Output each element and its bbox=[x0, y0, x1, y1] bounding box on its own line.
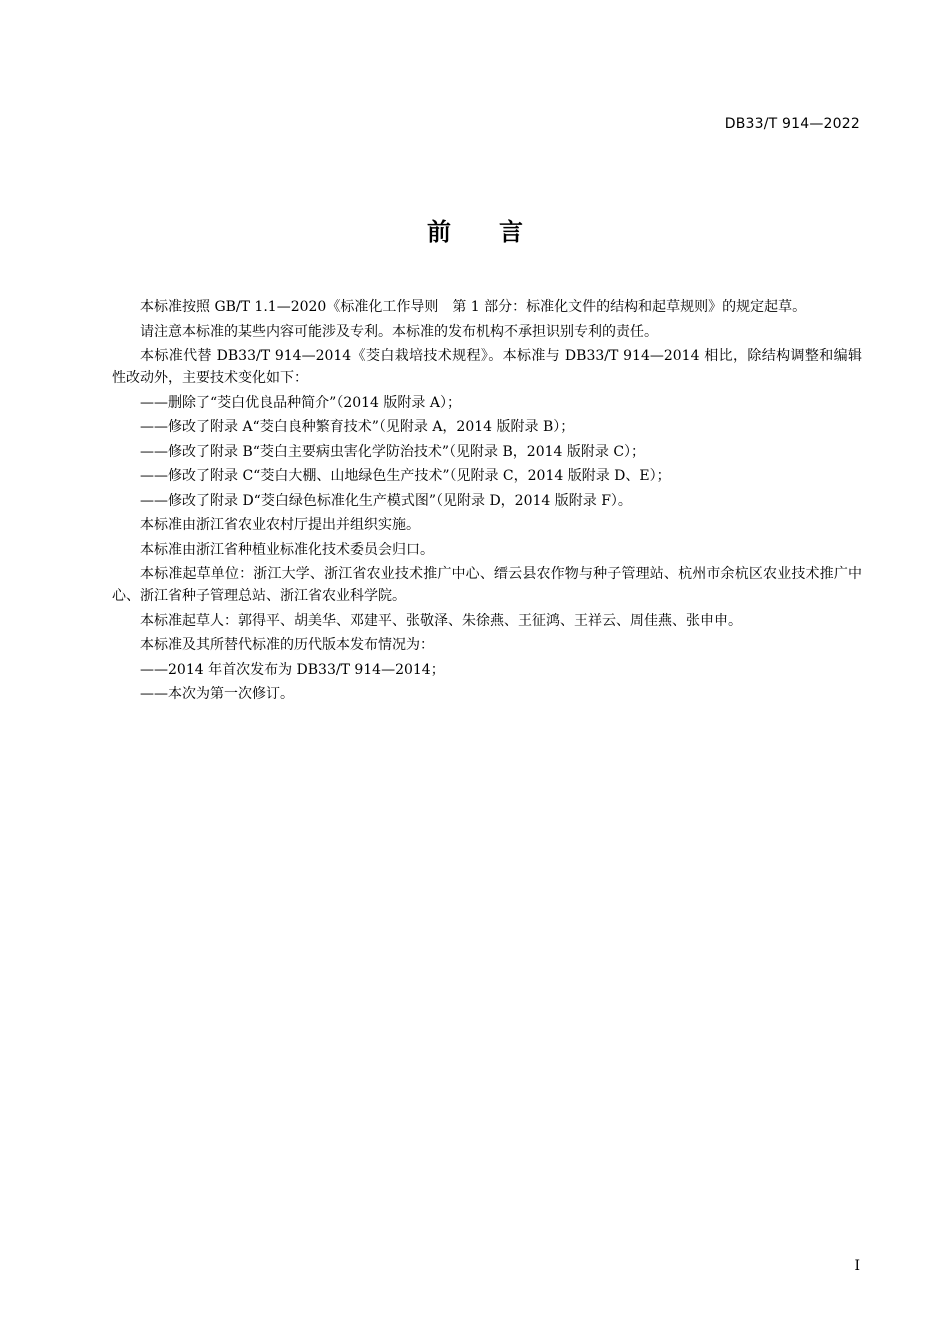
change-item: ——修改了附录 D“茭白绿色标准化生产模式图”（见附录 D，2014 版附录 F）。 bbox=[140, 492, 632, 509]
paragraph-proposer: 本标准由浙江省农业农村厅提出并组织实施。 bbox=[140, 517, 420, 533]
page-number: I bbox=[854, 1258, 860, 1274]
foreword-body bbox=[112, 296, 862, 708]
change-item: ——修改了附录 C“茭白大棚、山地绿色生产技术”（见附录 C，2014 版附录 D、E）； bbox=[140, 468, 671, 484]
paragraph-drafters: 本标准起草人：郭得平、胡美华、邓建平、张敬泽、朱徐燕、王征鸿、王祥云、周佳燕、张申申。 bbox=[140, 612, 742, 629]
paragraph-history-intro: 本标准及其所替代标准的历代版本发布情况为： bbox=[140, 637, 434, 653]
history-item: ——本次为第一次修订。 bbox=[140, 686, 294, 702]
title-char-second: 言 bbox=[499, 218, 523, 246]
history-item: ——2014 年首次发布为 DB33/T 914—2014； bbox=[140, 661, 445, 678]
paragraph-drafting-rules: 本标准按照 GB/T 1.1—2020《标准化工作导则 第 1 部分：标准化文件的结构和起草规则》的规定起草。 bbox=[140, 299, 807, 315]
page-title bbox=[0, 212, 950, 247]
change-item: ——修改了附录 B“茭白主要病虫害化学防治技术”（见附录 B，2014 版附录 C）； bbox=[140, 443, 646, 460]
document-code-header: DB33/T 914—2022 bbox=[724, 116, 860, 132]
title-char-first: 前 bbox=[427, 218, 451, 246]
change-item: ——修改了附录 A“茭白良种繁育技术”（见附录 A，2014 版附录 B）； bbox=[140, 419, 575, 435]
change-item: ——删除了“茭白优良品种简介”（2014 版附录 A）； bbox=[140, 394, 461, 411]
paragraph-drafting-units: 本标准起草单位：浙江大学、浙江省农业技术推广中心、缙云县农作物与种子管理站、杭州市余杭区农业技术推广中心、浙江省种子管理总站、浙江省农业科学院。 bbox=[112, 566, 862, 604]
paragraph-patent-notice: 请注意本标准的某些内容可能涉及专利。本标准的发布机构不承担识别专利的责任。 bbox=[140, 323, 658, 340]
paragraph-replacement: 本标准代替 DB33/T 914—2014《茭白栽培技术规程》。本标准与 DB33/T 914—2014 相比，除结构调整和编辑性改动外，主要技术变化如下： bbox=[112, 348, 862, 386]
paragraph-committee: 本标准由浙江省种植业标准化技术委员会归口。 bbox=[140, 541, 434, 558]
